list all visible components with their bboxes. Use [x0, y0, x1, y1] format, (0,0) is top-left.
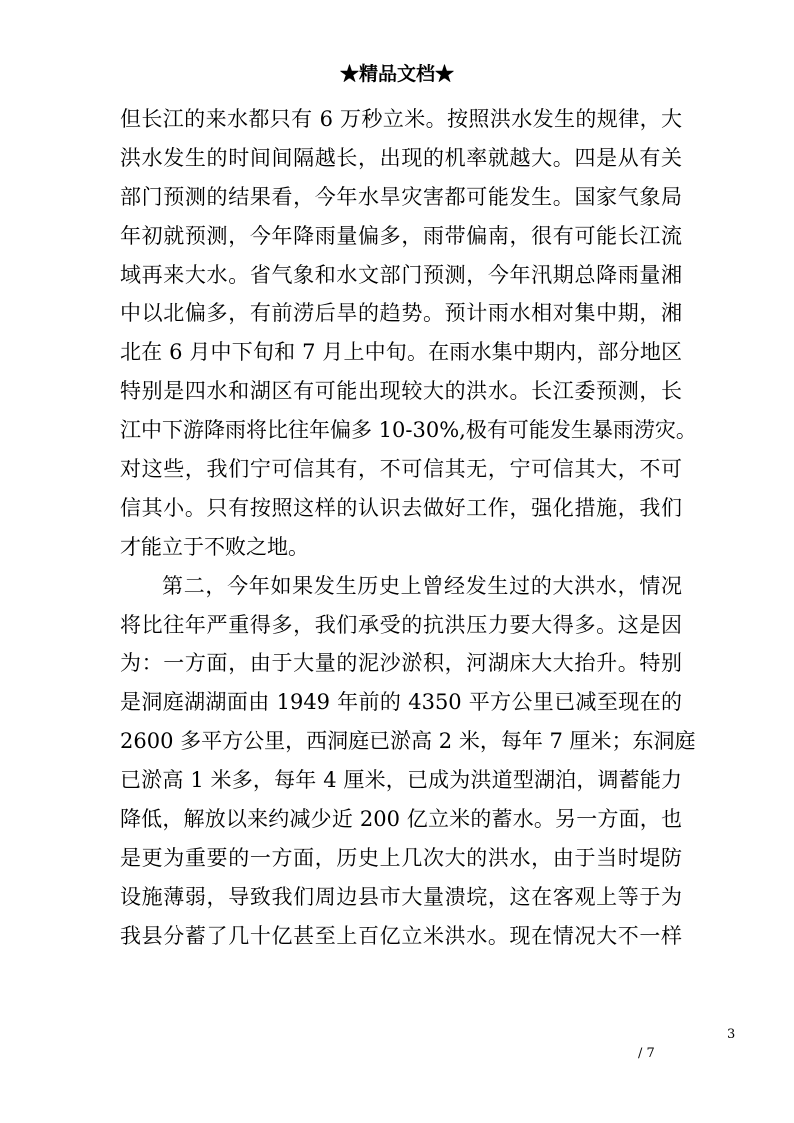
- text-line: 年初就预测，今年降雨量偏多，雨带偏南，很有可能长江流: [120, 223, 682, 248]
- page-number: 3: [727, 1027, 736, 1042]
- document-header-title: ★精品文档★: [339, 63, 454, 85]
- text-line: 设施薄弱，导致我们周边县市大量溃垸，这在客观上等于为: [120, 884, 682, 909]
- text-line: 域再来大水。省气象和水文部门预测，今年汛期总降雨量湘: [120, 262, 682, 287]
- text-line: 已淤高 1 米多，每年 4 厘米，已成为洪道型湖泊，调蓄能力: [120, 768, 682, 793]
- text-line: 我县分蓄了几十亿甚至上百亿立米洪水。现在情况大不一样: [120, 923, 682, 948]
- text-line: 将比往年严重得多，我们承受的抗洪压力要大得多。这是因: [120, 612, 682, 637]
- text-line: 2600 多平方公里，西洞庭已淤高 2 米，每年 7 厘米；东洞庭: [120, 729, 696, 754]
- text-line: 对这些，我们宁可信其有，不可信其无，宁可信其大，不可: [120, 457, 682, 482]
- text-line: 中以北偏多，有前涝后旱的趋势。预计雨水相对集中期，湘: [120, 301, 682, 326]
- document-body: [120, 100, 697, 956]
- text-line: 但长江的来水都只有 6 万秒立米。按照洪水发生的规律，大: [120, 107, 682, 131]
- text-line: 降低，解放以来约减少近 200 亿立米的蓄水。另一方面，也: [120, 807, 682, 832]
- text-line: 北在 6 月中下旬和 7 月上中旬。在雨水集中期内，部分地区: [120, 340, 682, 365]
- text-line: 为：一方面，由于大量的泥沙淤积，河湖床大大抬升。特别: [120, 651, 682, 676]
- text-line: 江中下游降雨将比往年偏多 10-30%,极有可能发生暴雨涝灾。: [120, 418, 697, 443]
- text-line: 才能立于不败之地。: [120, 534, 309, 559]
- text-line: 是更为重要的一方面，历史上几次大的洪水，由于当时堤防: [120, 845, 682, 870]
- text-line: 洪水发生的时间间隔越长，出现的机率就越大。四是从有关: [120, 145, 682, 170]
- text-line: 第二，今年如果发生历史上曾经发生过的大洪水，情况: [162, 573, 682, 598]
- text-line: 信其小。只有按照这样的认识去做好工作，强化措施，我们: [120, 495, 682, 520]
- text-line: 部门预测的结果看，今年水旱灾害都可能发生。国家气象局: [120, 184, 682, 209]
- text-line: 特别是四水和湖区有可能出现较大的洪水。长江委预测，长: [120, 379, 682, 404]
- text-line: 是洞庭湖湖面由 1949 年前的 4350 平方公里已减至现在的: [120, 690, 682, 715]
- page-total: / 7: [638, 1046, 655, 1061]
